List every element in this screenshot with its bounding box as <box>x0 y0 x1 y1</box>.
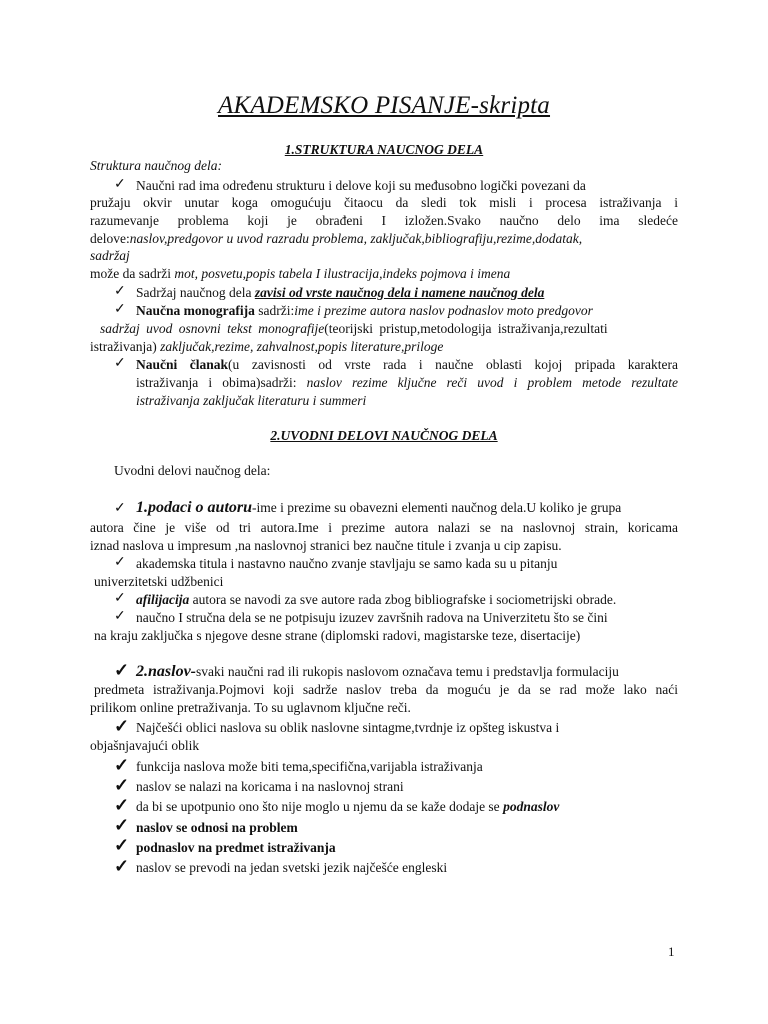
bullet-text: funkcija naslova može biti tema,specifična,varijabla istraživanja <box>136 759 483 774</box>
bullet-text: istraživanja) zaključak,rezime, zahvalnost,popis literature,priloge <box>90 339 444 354</box>
bullet-text: objašnjavajući oblik <box>90 738 200 753</box>
section-2-heading: 2.UVODNI DELOVI NAUČNOG DELA <box>270 428 498 443</box>
bullet-text: naučno I stručna dela se ne potpisuju izuzev završnih radova na Univerzitetu što se čini <box>136 610 608 625</box>
bullet-text: afilijacija autora se navodi za sve autore rada zbog bibliografske i sociometrijski obrade. <box>136 592 617 607</box>
bullet-text: Najčešći oblici naslova su oblik naslovne sintagme,tvrdnje iz opšteg iskustva i <box>136 720 560 735</box>
bullet-text: razumevanje problema koji je obrađeni I izložen.Svako naučno delo ima sledeće <box>90 213 678 228</box>
checkmark-icon: ✓ <box>114 775 130 795</box>
bullet-text: sadržaj <box>90 248 130 263</box>
checkmark-icon: ✓ <box>114 660 130 680</box>
bullet-text: 1.podaci o autoru-ime i prezime su obavezni elementi naučnog dela.U koliko je grupa <box>136 499 622 516</box>
section-1-intro: Struktura naučnog dela: <box>90 158 222 173</box>
bullet-text: prilikom online pretraživanja. To su uglavnom ključne reči. <box>90 700 411 715</box>
document-title: AKADEMSKO PISANJE-skripta <box>217 92 551 119</box>
page-number: 1 <box>668 944 675 959</box>
checkmark-icon: ✓ <box>114 815 130 835</box>
checkmark-icon: ✓ <box>114 716 130 736</box>
bullet-text: univerzitetski udžbenici <box>94 574 224 589</box>
checkmark-icon: ✓ <box>114 835 130 855</box>
bullet-text: 2.naslov-svaki naučni rad ili rukopis naslovom označava temu i predstavlja formulaciju <box>136 663 619 680</box>
bullet-text: Sadržaj naučnog dela zavisi od vrste naučnog dela i namene naučnog dela <box>136 285 545 300</box>
bullet-text: da bi se upotpunio ono što nije moglo u njemu da se kaže dodaje se podnaslov <box>136 799 560 814</box>
bullet-text: istraživanja zaključak literaturu i summeri <box>136 393 367 408</box>
bullet-text: predmeta istraživanja.Pojmovi koji sadrže naslov treba da moguću je da se rad može lako naći <box>94 682 678 697</box>
bullet-text: naslov se odnosi na problem <box>136 820 298 835</box>
bullet-text: sadržaj uvod osnovni tekst monografije(teorijski pristup,metodologija istraživanja,rezultati <box>100 321 608 336</box>
bullet-text: delove:naslov,predgovor u uvod razradu problema, zaključak,bibliografiju,rezime,dodatak, <box>90 231 583 246</box>
bullet-text: naslov se nalazi na koricama i na naslovnoj strani <box>136 779 404 794</box>
bullet-text: iznad naslova u impresum ,na naslovnoj stranici bez naučne titule i zvanja u cip zapisu. <box>90 538 562 553</box>
checkmark-icon: ✓ <box>114 795 130 815</box>
checkmark-icon: ✓ <box>114 177 126 192</box>
checkmark-icon: ✓ <box>114 609 126 624</box>
bullet-text: pružaju okvir unutar koga omogućuju čitaocu da sledi tok misli i procesa istraživanja i <box>90 195 678 210</box>
checkmark-icon: ✓ <box>114 356 126 371</box>
checkmark-icon: ✓ <box>114 555 126 570</box>
bullet-text: Naučni rad ima određenu strukturu i delove koji su međusobno logički povezani da <box>136 178 586 193</box>
checkmark-icon: ✓ <box>114 755 130 775</box>
bullet-text: na kraju zaključka s njegove desne strane (diplomski radovi, magistarske teze, disertacije) <box>94 628 581 643</box>
bullet-text: Naučni članak(u zavisnosti od vrste rada i naučne oblasti kojoj pripada karaktera <box>136 357 678 372</box>
bullet-text: Naučna monografija sadrži:ime i prezime autora naslov podnaslov moto predgovor <box>136 303 593 318</box>
bullet-text: istraživanja i obima)sadrži: naslov rezime ključne reči uvod i problem metode rezultate <box>136 375 678 390</box>
bullet-text: akademska titula i nastavno naučno zvanje stavljaju se samo kada su u pitanju <box>136 556 558 571</box>
checkmark-icon: ✓ <box>114 501 126 516</box>
bullet-text: autora čine je više od tri autora.Ime i prezime autora nalazi se na naslovnoj strain, koricama <box>90 520 678 535</box>
section-2-intro: Uvodni delovi naučnog dela: <box>114 463 271 478</box>
bullet-text: može da sadrži mot, posvetu,popis tabela I ilustracija,indeks pojmova i imena <box>90 266 511 281</box>
checkmark-icon: ✓ <box>114 302 126 317</box>
checkmark-icon: ✓ <box>114 591 126 606</box>
bullet-text: podnaslov na predmet istraživanja <box>136 840 336 855</box>
checkmark-icon: ✓ <box>114 284 126 299</box>
checkmark-icon: ✓ <box>114 856 130 876</box>
bullet-text: naslov se prevodi na jedan svetski jezik najčešće engleski <box>136 860 448 875</box>
section-1-heading: 1.STRUKTURA NAUCNOG DELA <box>284 142 484 157</box>
